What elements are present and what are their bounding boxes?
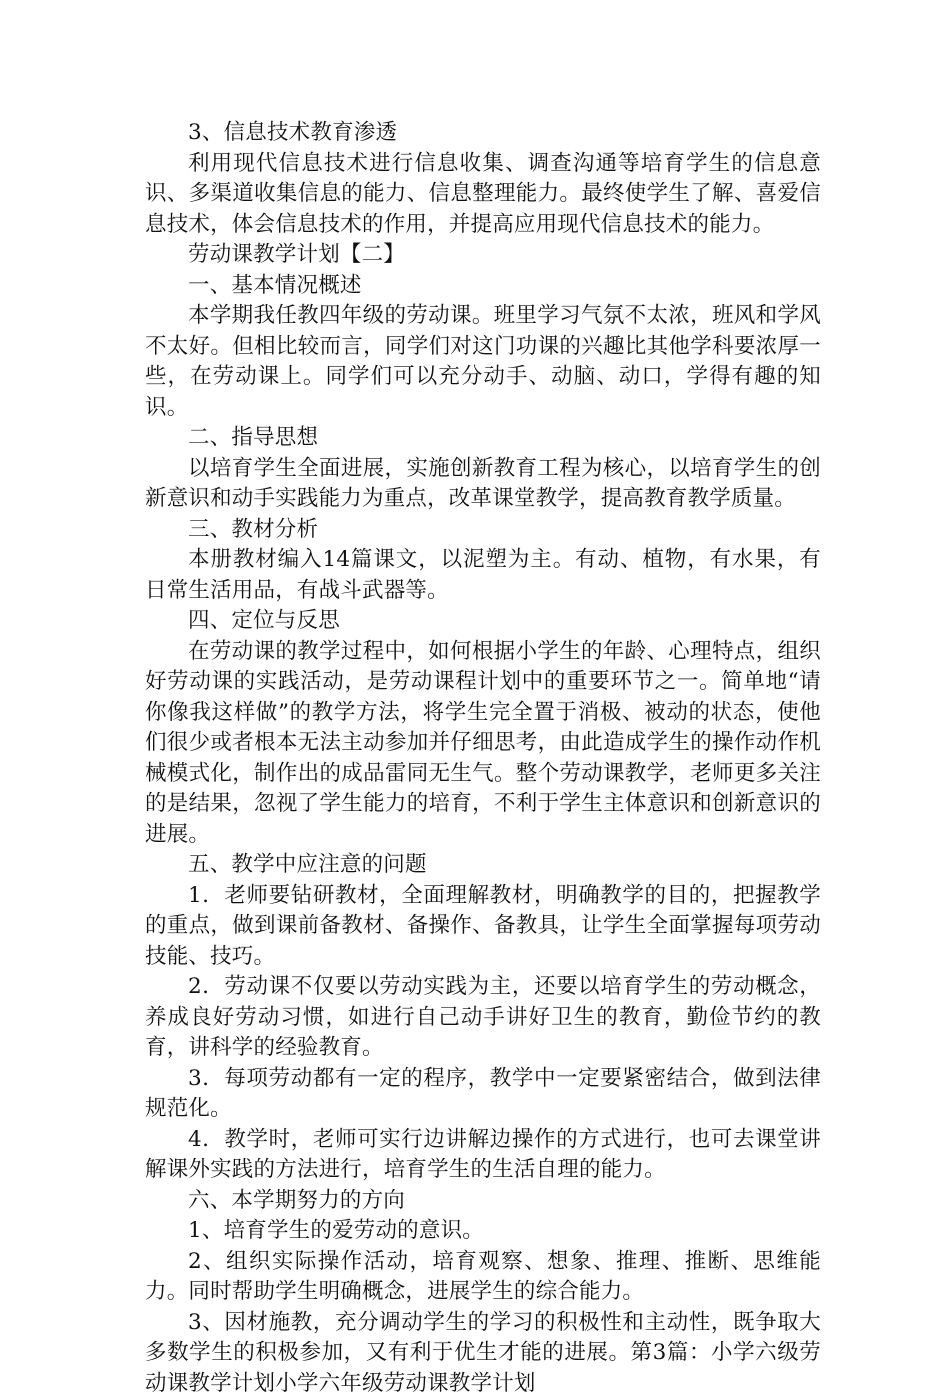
- paragraph-info-tech: 利用现代信息技术进行信息收集、调查沟通等培育学生的信息意识、多渠道收集信息的能力、信息整理能力。最终使学生了解、喜爱信息技术，体会信息技术的作用，并提高应用现代信息技术的能力。: [145, 149, 821, 241]
- section-heading-overview: 一、基本情况概述: [145, 271, 821, 302]
- list-item-issue-2: 2．劳动课不仅要以劳动实践为主，还要以培育学生的劳动概念，养成良好劳动习惯，如进行自己动手讲好卫生的教育，勤俭节约的教育，讲科学的经验教育。: [145, 972, 821, 1064]
- list-item-direction-3: 3、因材施教，充分调动学生的学习的积极性和主动性，既争取大多数学生的积极参加，又有利于优生才能的进展。第3篇：小学六级劳动课教学计划小学六年级劳动课教学计划: [145, 1308, 821, 1399]
- section-heading-info-tech: 3、信息技术教育渗透: [145, 118, 821, 149]
- document-body: [145, 118, 821, 1399]
- section-heading-textbook-analysis: 三、教材分析: [145, 515, 821, 546]
- paragraph-guiding-thought: 以培育学生全面进展，实施创新教育工程为核心，以培育学生的创新意识和动手实践能力为重点，改革课堂教学，提高教育教学质量。: [145, 454, 821, 515]
- list-item-issue-3: 3．每项劳动都有一定的程序，教学中一定要紧密结合，做到法律规范化。: [145, 1064, 821, 1125]
- list-item-direction-2: 2、组织实际操作活动，培育观察、想象、推理、推断、思维能力。同时帮助学生明确概念，进展学生的综合能力。: [145, 1247, 821, 1308]
- section-heading-direction: 六、本学期努力的方向: [145, 1186, 821, 1217]
- section-heading-positioning: 四、定位与反思: [145, 606, 821, 637]
- section-heading-guiding-thought: 二、指导思想: [145, 423, 821, 454]
- list-item-issue-4: 4．教学时，老师可实行边讲解边操作的方式进行，也可去课堂讲解课外实践的方法进行，培育学生的生活自理的能力。: [145, 1125, 821, 1186]
- section-heading-teaching-issues: 五、教学中应注意的问题: [145, 850, 821, 881]
- paragraph-positioning: 在劳动课的教学过程中，如何根据小学生的年龄、心理特点，组织好劳动课的实践活动，是劳动课程计划中的重要环节之一。简单地“请你像我这样做”的教学方法，将学生完全置于消极、被动的状态，使他们很少或者根本无法主动参加并仔细思考，由此造成学生的操作动作机械模式化，制作出的成品雷同无生气。整个劳动课教学，老师更多关注的是结果，忽视了学生能力的培育，不利于学生主体意识和创新意识的进展。: [145, 637, 821, 851]
- paragraph-textbook-analysis: 本册教材编入14篇课文，以泥塑为主。有动、植物，有水果，有日常生活用品，有战斗武器等。: [145, 545, 821, 606]
- plan-title: 劳动课教学计划【二】: [145, 240, 821, 271]
- paragraph-overview: 本学期我任教四年级的劳动课。班里学习气氛不太浓，班风和学风不太好。但相比较而言，同学们对这门功课的兴趣比其他学科要浓厚一些，在劳动课上。同学们可以充分动手、动脑、动口，学得有趣的知识。: [145, 301, 821, 423]
- list-item-issue-1: 1．老师要钻研教材，全面理解教材，明确教学的目的，把握教学的重点，做到课前备教材、备操作、备教具，让学生全面掌握每项劳动技能、技巧。: [145, 881, 821, 973]
- list-item-direction-1: 1、培育学生的爱劳动的意识。: [145, 1216, 821, 1247]
